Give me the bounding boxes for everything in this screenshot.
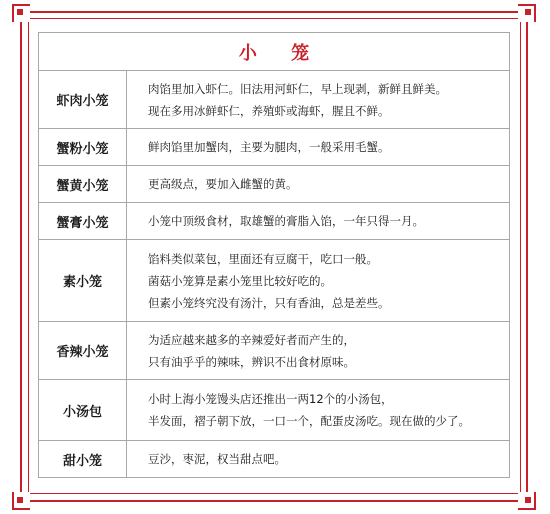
description-line: 豆沙，枣泥，权当甜点吧。 [148, 452, 286, 466]
row-description [127, 322, 509, 379]
description-line: 馅料类似菜包，里面还有豆腐干，吃口一般。 [148, 251, 378, 266]
row-name: 蟹膏小笼 [39, 203, 127, 239]
xiaolong-table [38, 32, 510, 478]
row-description [127, 166, 509, 202]
description-line: 但素小笼终究没有汤汁，只有香油，总是差些。 [148, 295, 390, 310]
corner-dot-bottom-left [17, 497, 23, 503]
description-line: 鲜肉馅里加蟹肉，主要为腿肉，一般采用毛蟹。 [148, 140, 390, 154]
table-title: 小 笼 [39, 33, 509, 71]
table-row-soup-dumpling [39, 380, 509, 441]
row-name: 蟹粉小笼 [39, 129, 127, 165]
row-name: 甜小笼 [39, 441, 127, 477]
row-name: 小汤包 [39, 380, 127, 440]
row-description [127, 240, 509, 321]
row-description [127, 71, 509, 128]
description-line: 小笼中顶级食材，取雄蟹的膏脂入馅，一年只得一月。 [148, 214, 424, 228]
row-description [127, 129, 509, 165]
description-line: 为适应越来越多的辛辣爱好者而产生的， [148, 332, 355, 347]
row-name: 蟹黄小笼 [39, 166, 127, 202]
description-line: 小时上海小笼馒头店还推出一两12个的小汤包， [148, 392, 393, 406]
corner-dot-top-left [17, 9, 23, 15]
description-line: 肉馅里加入虾仁。旧法用河虾仁，早上现剥，新鲜且鲜美。 [148, 81, 447, 96]
row-name: 香辣小笼 [39, 322, 127, 379]
corner-dot-bottom-right [525, 497, 531, 503]
row-description [127, 380, 509, 440]
table-row-crab-meat [39, 129, 509, 166]
description-line: 半发面，褶子朝下放，一口一个，配蛋皮汤吃。现在做的少了。 [148, 414, 470, 428]
table-row-crab-roe [39, 166, 509, 203]
table-row-sweet [39, 441, 509, 477]
description-line: 菌菇小笼算是素小笼里比较好吃的。 [148, 273, 332, 288]
row-name: 虾肉小笼 [39, 71, 127, 128]
description-line: 更高级点，要加入雌蟹的黄。 [148, 177, 298, 191]
row-description [127, 441, 509, 477]
table-row-vegetarian [39, 240, 509, 322]
row-name: 素小笼 [39, 240, 127, 321]
table-row-crab-paste [39, 203, 509, 240]
row-description [127, 203, 509, 239]
description-line: 现在多用冰鲜虾仁，养殖虾或海虾，腥且不鲜。 [148, 103, 390, 118]
table-row-spicy [39, 322, 509, 380]
corner-dot-top-right [525, 9, 531, 15]
description-line: 只有油乎乎的辣味，辨识不出食材原味。 [148, 354, 355, 369]
table-row-shrimp [39, 71, 509, 129]
